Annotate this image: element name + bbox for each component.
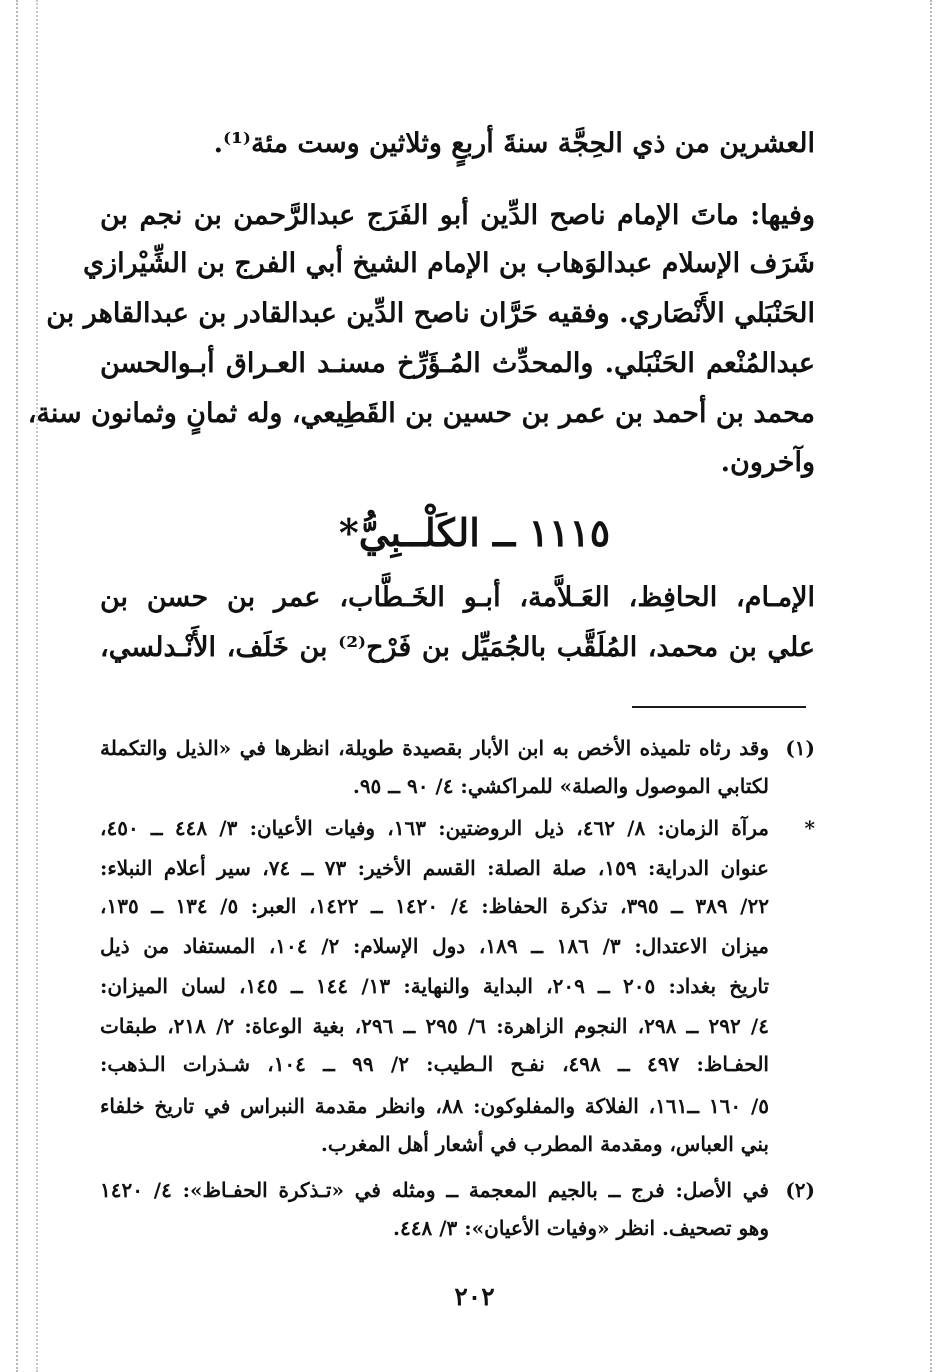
footnote-marker: (٢) [785,1178,815,1202]
entry-line: علي بن محمد، المُلَقَّب بالجُمَيِّل بن فَرْح⁽²⁾ بن خَلَف، الأَنْـدلسي، [100,632,815,663]
footnote-line: ٢٢/ ٣٨٩ ــ ٣٩٥، تذكرة الحفاظ: ٤/ ١٤٢٠ ــ ١٤٢٢، العبر: ٥/ ١٣٤ ــ ١٣٥، [100,894,769,918]
footnote-line: ميزان الاعتدال: ٣/ ١٨٦ ــ ١٨٩، دول الإسلام: ٢/ ١٠٤، المستفاد من ذيل [100,934,769,958]
footnote-line: وقد رثاه تلميذه الأخص به ابن الأبار بقصيدة طويلة، انظرها في «الذيل والتكملة [100,736,769,760]
entry-heading: ١١١٥ ــ الكَلْــبِيُّ* [338,510,611,555]
footnote-line: وهو تصحيف. انظر «وفيات الأعيان»: ٣/ ٤٤٨. [393,1216,769,1240]
footnote-line: بني العباس، ومقدمة المطرب في أشعار أهل المغرب. [320,1132,769,1156]
scan-margin-dots [930,0,932,1372]
footnote-marker: * [804,816,815,840]
page-number: ٢٠٢ [454,1282,495,1311]
body-line: وفيها: ماتَ الإمام ناصح الدِّين أبو الفَرَج عبدالرَّحمن بن نجم بن [100,200,815,231]
footnote-line: الحفـاظ: ٤٩٧ ــ ٤٩٨، نفـح الـطيب: ٢/ ٩٩ ــ ١٠٤، شـذرات الـذهب: [100,1052,769,1076]
footnote-line: مرآة الزمان: ٨/ ٤٦٢، ذيل الروضتين: ١٦٣، وفيات الأعيان: ٣/ ٤٤٨ ــ ٤٥٠، [100,816,769,840]
entry-line: الإمـام، الحافِظ، العَـلاَّمة، أبـو الخَـطَّاب، عمر بن حسن بن [100,582,815,613]
footnote-line: ٤/ ٢٩٢ ــ ٢٩٨، النجوم الزاهرة: ٦/ ٢٩٥ ــ ٢٩٦، بغية الوعاة: ٢/ ٢١٨، طبقات [100,1014,769,1038]
body-line: محمد بن أحمد بن عمر بن حسين بن القَطِيعي، وله ثمانٍ وثمانون سنة، [27,398,815,429]
scan-margin-dots [16,0,18,1372]
body-line: العشرين من ذي الحِجَّة سنةَ أربعٍ وثلاثين وست مئة⁽¹⁾. [213,128,815,159]
body-line: وآخرون. [720,447,815,478]
footnote-line: عنوان الدراية: ١٥٩، صلة الصلة: القسم الأخير: ٧٣ ــ ٧٤، سير أعلام النبلاء: [100,856,769,880]
footnote-line: ٥/ ١٦٠ ــ١٦١، الفلاكة والمفلوكون: ٨٨، وانظر مقدمة النبراس في تاريخ خلفاء [100,1094,769,1118]
scan-margin-dots [36,0,38,1372]
body-line: شَرَف الإسلام عبدالوَهاب بن الإمام الشيخ أبي الفرج بن الشِّيْرازي [82,248,815,279]
footnote-separator [632,706,806,708]
body-line: الحَنْبَلي الأَنْصَاري. وفقيه حَرَّان ناصح الدِّين عبدالقادر بن عبدالقاهر بن [46,298,815,329]
footnote-marker: (١) [785,736,815,760]
body-line: عبدالمُنْعم الحَنْبَلي. والمحدِّث المُـؤَرِّخ مسنـد العـراق أبـوالحسن [100,348,815,379]
footnote-line: في الأصل: فرج ــ بالجيم المعجمة ــ ومثله في «تـذكرة الحفـاظ»: ٤/ ١٤٢٠ [100,1178,769,1202]
footnote-line: تاريخ بغداد: ٢٠٥ ــ ٢٠٩، البداية والنهاية: ١٣/ ١٤٤ ــ ١٤٥، لسان الميزان: [100,974,770,998]
footnote-line: لكتابي الموصول والصلة» للمراكشي: ٤/ ٩٠ ــ ٩٥. [352,774,769,798]
